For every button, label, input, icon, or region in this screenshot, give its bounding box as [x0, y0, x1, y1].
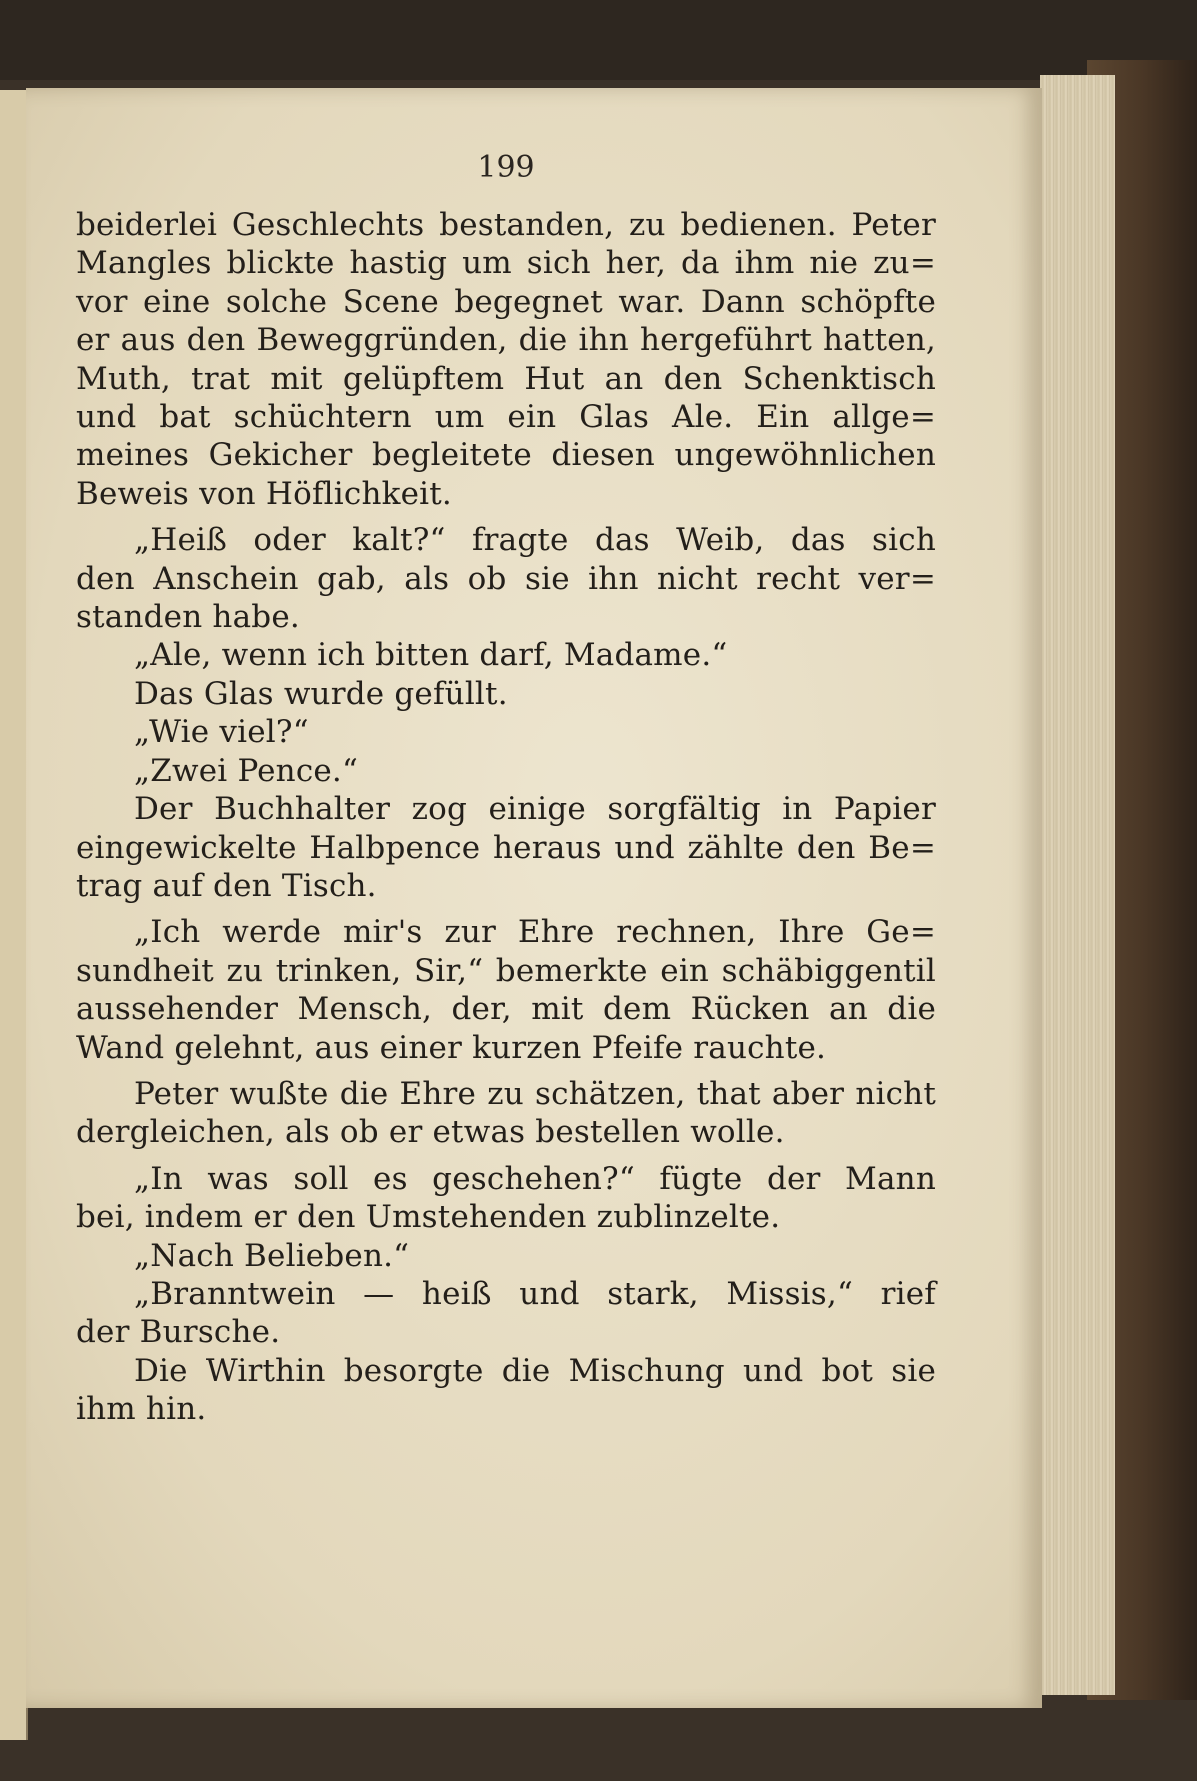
- text-line: „Zwei Pence.“: [134, 752, 359, 789]
- text-line: bei, indem er den Umstehenden zublinzelte.: [76, 1199, 781, 1236]
- previous-page-edge: [0, 90, 28, 1740]
- text-line: Der Buchhalter zog einige sorgfältig in Papier: [134, 791, 936, 828]
- text-line: er aus den Beweggründen, die ihn hergeführt hatten,: [76, 322, 936, 359]
- text-line: vor eine solche Scene begegnet war. Dann schöpfte: [76, 283, 936, 320]
- text-line: „Nach Belieben.“: [134, 1237, 410, 1274]
- text-line: „Ich werde mir's zur Ehre rechnen, Ihre Ge=: [134, 914, 936, 951]
- page-edges: [1040, 75, 1115, 1695]
- text-line: „Branntwein — heiß und stark, Missis,“ rief: [134, 1275, 936, 1312]
- text-line: und bat schüchtern um ein Glas Ale. Ein allge=: [76, 399, 936, 436]
- text-line: ihm hin.: [76, 1391, 207, 1428]
- text-line: dergleichen, als ob er etwas bestellen wolle.: [76, 1114, 785, 1151]
- text-line: „Wie viel?“: [134, 714, 309, 751]
- text-line: beiderlei Geschlechts bestanden, zu bedienen. Peter: [76, 207, 936, 243]
- text-line: „In was soll es geschehen?“ fügte der Mann: [134, 1160, 936, 1197]
- text-line: Peter wußte die Ehre zu schätzen, that aber nicht: [134, 1075, 936, 1112]
- text-line: „Heiß oder kalt?“ fragte das Weib, das sich: [134, 522, 936, 559]
- text-line: aussehender Mensch, der, mit dem Rücken an die: [76, 991, 936, 1028]
- text-line: Wand gelehnt, aus einer kurzen Pfeife rauchte.: [76, 1029, 827, 1066]
- text-line: standen habe.: [76, 599, 300, 636]
- text-line: Das Glas wurde gefüllt.: [134, 675, 508, 712]
- page-number: 199: [477, 150, 535, 185]
- text-line: sundheit zu trinken, Sir,“ bemerkte ein schäbiggentil: [76, 952, 936, 989]
- text-line: Die Wirthin besorgte die Mischung und bot sie: [134, 1352, 936, 1389]
- text-line: Mangles blickte hastig um sich her, da ihm nie zu=: [76, 245, 936, 282]
- text-line: meines Gekicher begleitete diesen ungewöhnlichen: [76, 437, 936, 474]
- text-line: Beweis von Höflichkeit.: [76, 475, 452, 512]
- text-line: „Ale, wenn ich bitten darf, Madame.“: [134, 637, 728, 674]
- text-line: Muth, trat mit gelüpftem Hut an den Schenktisch: [76, 360, 936, 397]
- book-cover-top: [0, 0, 1197, 80]
- text-line: eingewickelte Halbpence heraus und zählte den Be=: [76, 829, 936, 866]
- text-line: der Bursche.: [76, 1314, 281, 1351]
- page-text: [76, 206, 936, 1429]
- text-line: den Anschein gab, als ob sie ihn nicht recht ver=: [76, 560, 936, 597]
- book-page: [26, 88, 1042, 1708]
- text-line: trag auf den Tisch.: [76, 867, 377, 904]
